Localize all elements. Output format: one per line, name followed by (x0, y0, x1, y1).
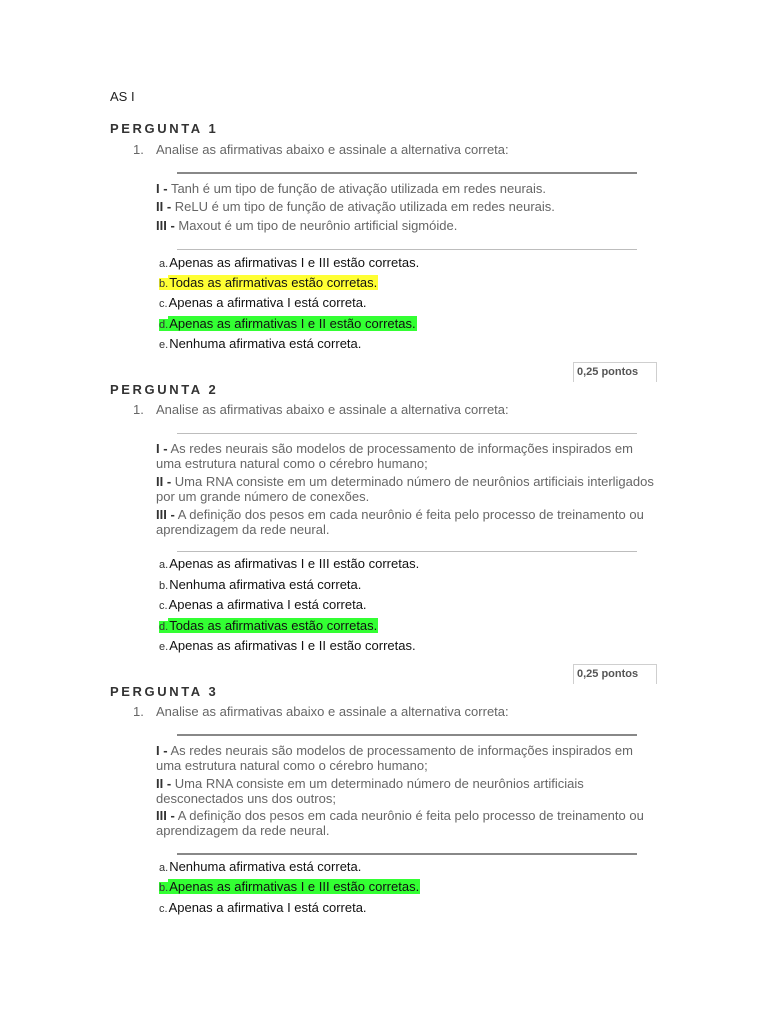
option-letter: c. (159, 298, 168, 310)
option-letter: d. (159, 319, 169, 331)
statement-I (156, 441, 656, 471)
divider (177, 853, 637, 855)
option-letter: b. (159, 580, 169, 592)
option-text: Todas as afirmativas estão corretas. (169, 275, 378, 290)
statement-label: II - (156, 776, 172, 791)
statement-I (156, 181, 656, 196)
question-1-number: 1. (133, 142, 144, 157)
statement-text: A definição dos pesos em cada neurônio é feita pelo processo de treinamento ou aprendizagem da rede neural. (156, 808, 644, 838)
option-e[interactable] (159, 336, 362, 351)
statement-label: II - (156, 474, 172, 489)
option-text: Apenas a afirmativa I está correta. (168, 597, 367, 612)
option-c[interactable] (159, 597, 368, 612)
option-text: Apenas as afirmativas I e III estão corretas. (169, 556, 420, 571)
points-badge: 0,25 pontos (573, 362, 657, 382)
option-letter: a. (159, 559, 169, 571)
option-letter: c. (159, 903, 168, 915)
divider (177, 551, 637, 552)
question-2-prompt: Analise as afirmativas abaixo e assinale a alternativa correta: (156, 402, 509, 417)
option-b[interactable] (159, 275, 378, 290)
statement-I (156, 743, 656, 773)
points-badge: 0,25 pontos (573, 664, 657, 684)
statement-text: As redes neurais são modelos de processamento de informações inspirados em uma estrutura natural como o cérebro humano; (156, 441, 633, 471)
option-a[interactable] (159, 556, 420, 571)
statement-label: III - (156, 507, 175, 522)
option-text: Apenas as afirmativas I e II estão corretas. (169, 316, 416, 331)
option-b[interactable] (159, 879, 420, 894)
option-text: Todas as afirmativas estão corretas. (169, 618, 378, 633)
statement-III (156, 218, 656, 233)
option-text: Apenas as afirmativas I e II estão corretas. (169, 638, 416, 653)
option-c[interactable] (159, 900, 368, 915)
option-letter: b. (159, 882, 169, 894)
statement-label: I - (156, 743, 168, 758)
question-2-number: 1. (133, 402, 144, 417)
option-a[interactable] (159, 255, 420, 270)
option-text: Nenhuma afirmativa está correta. (169, 336, 362, 351)
option-text: Nenhuma afirmativa está correta. (169, 577, 362, 592)
option-letter: b. (159, 278, 169, 290)
question-1-prompt: Analise as afirmativas abaixo e assinale a alternativa correta: (156, 142, 509, 157)
question-3-number: 1. (133, 704, 144, 719)
divider (177, 172, 637, 174)
option-d[interactable] (159, 316, 417, 331)
statement-III (156, 808, 656, 838)
divider (177, 734, 637, 736)
option-text: Nenhuma afirmativa está correta. (169, 859, 362, 874)
statement-text: As redes neurais são modelos de processamento de informações inspirados em uma estrutura natural como o cérebro humano; (156, 743, 633, 773)
statement-text: Uma RNA consiste em um determinado número de neurônios artificiais desconectados uns dos outros; (156, 776, 584, 806)
statement-text: ReLU é um tipo de função de ativação utilizada em redes neurais. (174, 199, 555, 214)
divider (177, 249, 637, 250)
option-text: Apenas a afirmativa I está correta. (168, 900, 367, 915)
statement-text: A definição dos pesos em cada neurônio é feita pelo processo de treinamento ou aprendizagem da rede neural. (156, 507, 644, 537)
question-2-heading: PERGUNTA 2 (110, 382, 219, 397)
option-d[interactable] (159, 618, 378, 633)
statement-text: Tanh é um tipo de função de ativação utilizada em redes neurais. (170, 181, 547, 196)
option-letter: a. (159, 258, 169, 270)
option-text: Apenas a afirmativa I está correta. (168, 295, 367, 310)
question-3-prompt: Analise as afirmativas abaixo e assinale a alternativa correta: (156, 704, 509, 719)
option-e[interactable] (159, 638, 417, 653)
statement-label: II - (156, 199, 172, 214)
option-letter: c. (159, 600, 168, 612)
option-text: Apenas as afirmativas I e III estão corretas. (169, 879, 420, 894)
option-letter: a. (159, 862, 169, 874)
statement-label: I - (156, 181, 168, 196)
statement-II (156, 776, 656, 806)
statement-label: III - (156, 218, 175, 233)
statement-label: III - (156, 808, 175, 823)
statement-II (156, 474, 656, 504)
option-letter: e. (159, 339, 169, 351)
option-a[interactable] (159, 859, 362, 874)
option-letter: e. (159, 641, 169, 653)
option-letter: d. (159, 621, 169, 633)
statement-III (156, 507, 656, 537)
question-1-heading: PERGUNTA 1 (110, 121, 219, 136)
statement-text: Uma RNA consiste em um determinado número de neurônios artificiais interligados por um grande número de conexões. (156, 474, 654, 504)
question-3-heading: PERGUNTA 3 (110, 684, 219, 699)
option-b[interactable] (159, 577, 362, 592)
option-c[interactable] (159, 295, 368, 310)
statement-text: Maxout é um tipo de neurônio artificial sigmóide. (178, 218, 458, 233)
divider (177, 433, 637, 434)
document-title: AS I (110, 89, 135, 104)
statement-label: I - (156, 441, 168, 456)
option-text: Apenas as afirmativas I e III estão corretas. (169, 255, 420, 270)
statement-II (156, 199, 656, 214)
